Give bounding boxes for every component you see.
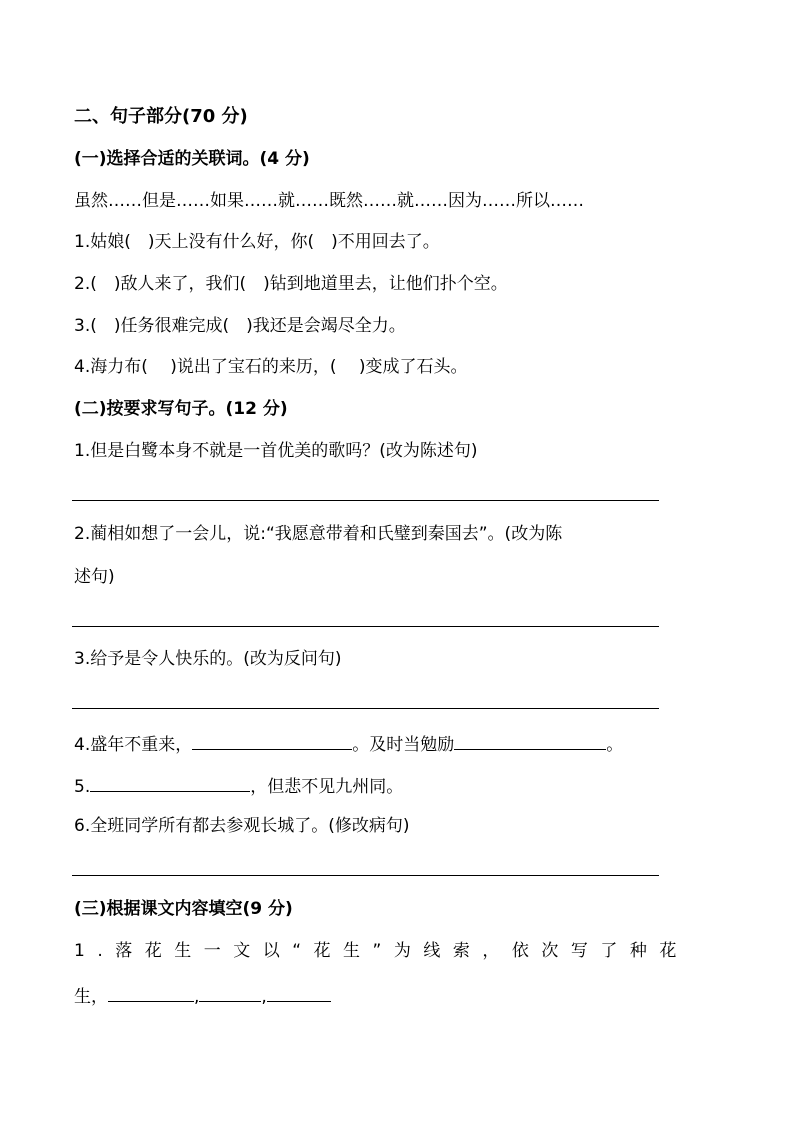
part1-heading: (一)选择合适的关联词。(4 分) [74,149,310,169]
fill-blank[interactable] [108,983,194,1002]
word-bank: 虽然……但是……如果……就……既然……就……因为……所以…… [74,191,584,211]
part1-question-4: 4.海力布( )说出了宝石的来历，( )变成了石头。 [74,357,468,377]
fill-blank[interactable] [267,983,331,1002]
question-5-text-a: 5. [74,777,91,797]
separator: , [194,987,200,1007]
section-title: 二、句子部分(70 分) [74,106,248,127]
question-5-text-b: ，但悲不见九州同。 [250,777,404,797]
part2-heading: (二)按要求写句子。(12 分) [74,399,288,419]
fill-blank[interactable] [90,773,250,792]
answer-line[interactable] [72,875,659,876]
part3-heading: (三)根据课文内容填空(9 分) [74,899,293,919]
fill-blank[interactable] [454,731,606,750]
part3-question-1-line1: 1.落花生一文以“花生”为线索，依次写了种花 [74,941,689,961]
part2-question-3: 3.给予是令人快乐的。(改为反问句) [74,649,342,669]
separator: , [261,987,267,1007]
part2-question-2-line1: 2.蔺相如想了一会儿，说:“我愿意带着和氏璧到秦国去”。(改为陈 [74,524,563,544]
question-4-text-a: 4.盛年不重来， [74,735,193,755]
part2-question-4 [74,731,623,756]
part1-question-3: 3.( )任务很难完成( )我还是会竭尽全力。 [74,316,406,336]
part1-question-2: 2.( )敌人来了，我们( )钻到地道里去，让他们扑个空。 [74,274,508,294]
fill-blank[interactable] [192,731,352,750]
question-1-text-a: 生， [74,987,108,1007]
fill-blank[interactable] [199,983,261,1002]
part3-question-1-line2 [74,983,331,1008]
answer-line[interactable] [72,626,659,627]
part2-question-5 [74,773,403,798]
answer-line[interactable] [72,500,659,501]
question-4-text-c: 。 [606,735,624,755]
question-4-text-b: 。及时当勉励 [352,735,455,755]
part2-question-2-line2: 述句) [74,567,115,587]
part2-question-6: 6.全班同学所有都去参观长城了。(修改病句) [74,816,410,836]
answer-line[interactable] [72,708,659,709]
part1-question-1: 1.姑娘( )天上没有什么好，你( )不用回去了。 [74,232,440,252]
part2-question-1: 1.但是白鹭本身不就是一首优美的歌吗？(改为陈述句) [74,441,478,461]
